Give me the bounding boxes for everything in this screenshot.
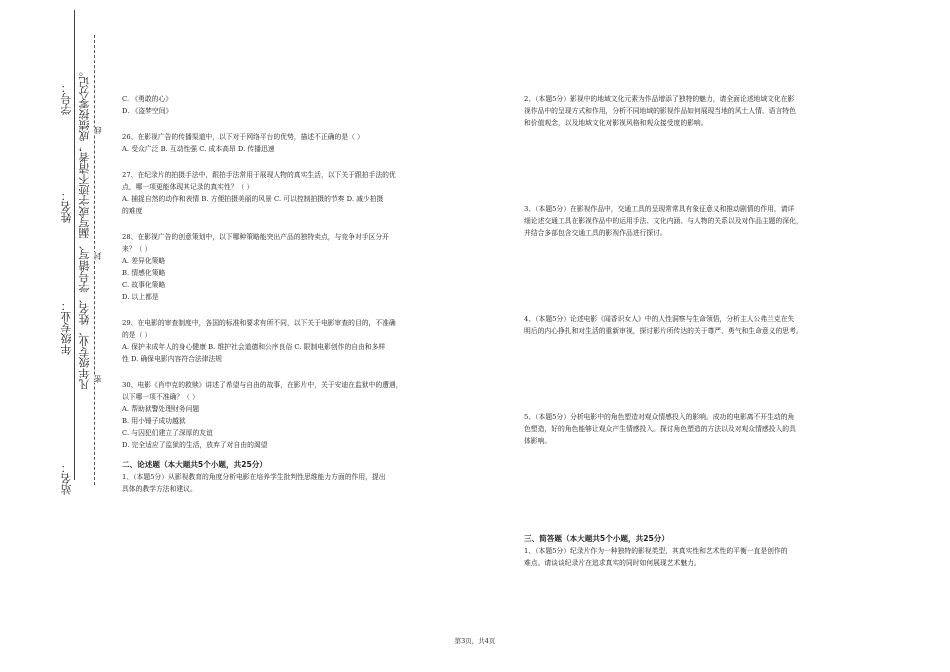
seal-char-feng: 封	[93, 252, 102, 260]
q28-option-a: A. 差异化策略	[122, 257, 166, 265]
q25-option-c: C. 《勇敢的心》	[122, 95, 173, 103]
q29-options-cont: 性 D. 确保电影内容符合法律法规	[122, 355, 223, 363]
q29-options: A. 保护未成年人的身心健康 B. 维护社会道德和公序良俗 C. 限制电影创作的自由和多样	[122, 343, 386, 351]
binding-solid-line	[74, 10, 75, 480]
essay-2-line1: 2、（本题5分）影视中的地域文化元素为作品增添了独特的魅力，请全面论述地域文化在影	[524, 95, 795, 103]
short-1-line1: 1、（本题5分）纪录片作为一种独特的影视类型，其真实性和艺术性的平衡一直是创作的	[524, 547, 788, 555]
seal-char-mi: 密	[93, 375, 102, 383]
essay-5-line3: 体影响。	[524, 437, 552, 445]
q26-stem: 26、在影视广告的传播渠道中，以下对于网络平台的优势，描述不正确的是（ ）	[122, 133, 364, 141]
essay-4-line2: 明后的内心挣扎和对生活的重新审视，探讨影片所传达的关于尊严、勇气和生命意义的思考。	[524, 327, 803, 335]
q30-stem-line2: 以下哪一项不准确？（ ）	[122, 393, 199, 401]
binding-margin	[0, 0, 110, 672]
essay-3-line2: 细论述交通工具在影视作品中的运用手法、文化内涵、与人物的关系以及对作品主题的深化，	[524, 217, 803, 225]
q28-option-c: C. 故事化策略	[122, 281, 166, 289]
essay-1-line2: 具体的教学方法和建议。	[122, 485, 197, 493]
q30-stem-line1: 30、电影《肖申克的救赎》讲述了希望与自由的故事，在影片中，关于安迪在监狱中的遭遇，	[122, 381, 403, 389]
essay-1-line1: 1、（本题5分）从影视教育的角度分析电影在培养学生批判性思维能力方面的作用，提出	[122, 473, 386, 481]
page-footer: 第3页，共4页	[454, 637, 496, 645]
q28-option-b: B. 情感化策略	[122, 269, 166, 277]
q27-options-cont: 的难度	[122, 207, 143, 215]
left-column	[122, 93, 482, 495]
seal-char-xian: 线	[93, 126, 102, 134]
q30-option-c: C. 与囚犯们建立了深厚的友谊	[122, 429, 213, 437]
essay-5-line2: 色塑造，好的角色能够让观众产生情感投入。探讨角色塑造的方法以及对观众情感投入的具	[524, 425, 796, 433]
essay-2-line3: 和价值观念，以及地域文化对影视风格和观众接受度的影响。	[524, 119, 708, 127]
section-3-heading: 三、简答题（本大题共5个小题，共25分）	[524, 534, 669, 543]
q27-stem-line1: 27、在纪录片的拍摄手法中，跟拍手法常用于展现人物的真实生活，以下关于跟拍手法的优	[122, 171, 396, 179]
q30-option-d: D. 完全适应了监狱的生活，放弃了对自由的渴望	[122, 441, 268, 449]
q28-stem-line1: 28、在影视广告的创意策划中，以下哪种策略能突出产品的独特卖点，与竞争对手区分开	[122, 233, 389, 241]
short-1-line2: 难点。请谈谈纪录片在追求真实的同时如何展现艺术魅力。	[524, 559, 701, 567]
q25-option-d: D. 《盗梦空间》	[122, 107, 173, 115]
essay-2-line2: 视作品中的呈现方式和作用，分析不同地域的影视作品如何展现当地的风土人情、语言特色	[524, 107, 796, 115]
section-2-heading: 二、论述题（本大题共5个小题，共25分）	[122, 460, 267, 469]
site-name-label: 站名：	[60, 462, 73, 495]
essay-3-line1: 3、（本题5分）在影视作品中，交通工具的呈现常常具有象征意义和推动剧情的作用，请详	[524, 205, 795, 213]
right-column	[524, 93, 894, 569]
q30-option-a: A. 帮助狱警处理财务问题	[122, 405, 200, 413]
grade-major-label: 年级专业：	[60, 300, 73, 355]
q28-stem-line2: 来？（ ）	[122, 245, 152, 253]
q27-stem-line2: 点，哪一项更能体现其记录的真实性？（ ）	[122, 183, 254, 191]
q28-option-d: D. 以上都是	[122, 293, 159, 301]
essay-4-line1: 4、（本题5分）论述电影《闻香识女人》中的人性洞察与生命领悟，分析主人公弗兰克在失	[524, 315, 795, 323]
student-id-label: 学号：	[60, 82, 73, 115]
binding-warning: 凡年级专业、姓名、学号错写、漏写或字迹不清者，成绩按零分记。	[78, 65, 91, 390]
q29-stem-line1: 29、在电影的审查制度中，各国的标准和要求有所不同，以下关于电影审查的目的，不准确	[122, 319, 396, 327]
essay-3-line3: 并结合多部包含交通工具的影视作品进行探讨。	[524, 229, 667, 237]
q27-options: A. 捕捉自然的动作和表情 B. 方便拍摄美丽的风景 C. 可以控制拍摄的节奏 D. 减少拍摄	[122, 195, 384, 203]
binding-dashed-line	[94, 35, 95, 485]
essay-5-line1: 5、（本题5分）分析电影中的角色塑造对观众情感投入的影响。成功的电影离不开生动的角	[524, 413, 795, 421]
q26-options: A. 受众广泛 B. 互动性强 C. 成本高昂 D. 传播迅速	[122, 145, 275, 153]
q30-option-b: B. 用小锤子成功越狱	[122, 417, 186, 425]
name-label: 姓名：	[60, 190, 73, 223]
q29-stem-line2: 的是（ ）	[122, 331, 152, 339]
